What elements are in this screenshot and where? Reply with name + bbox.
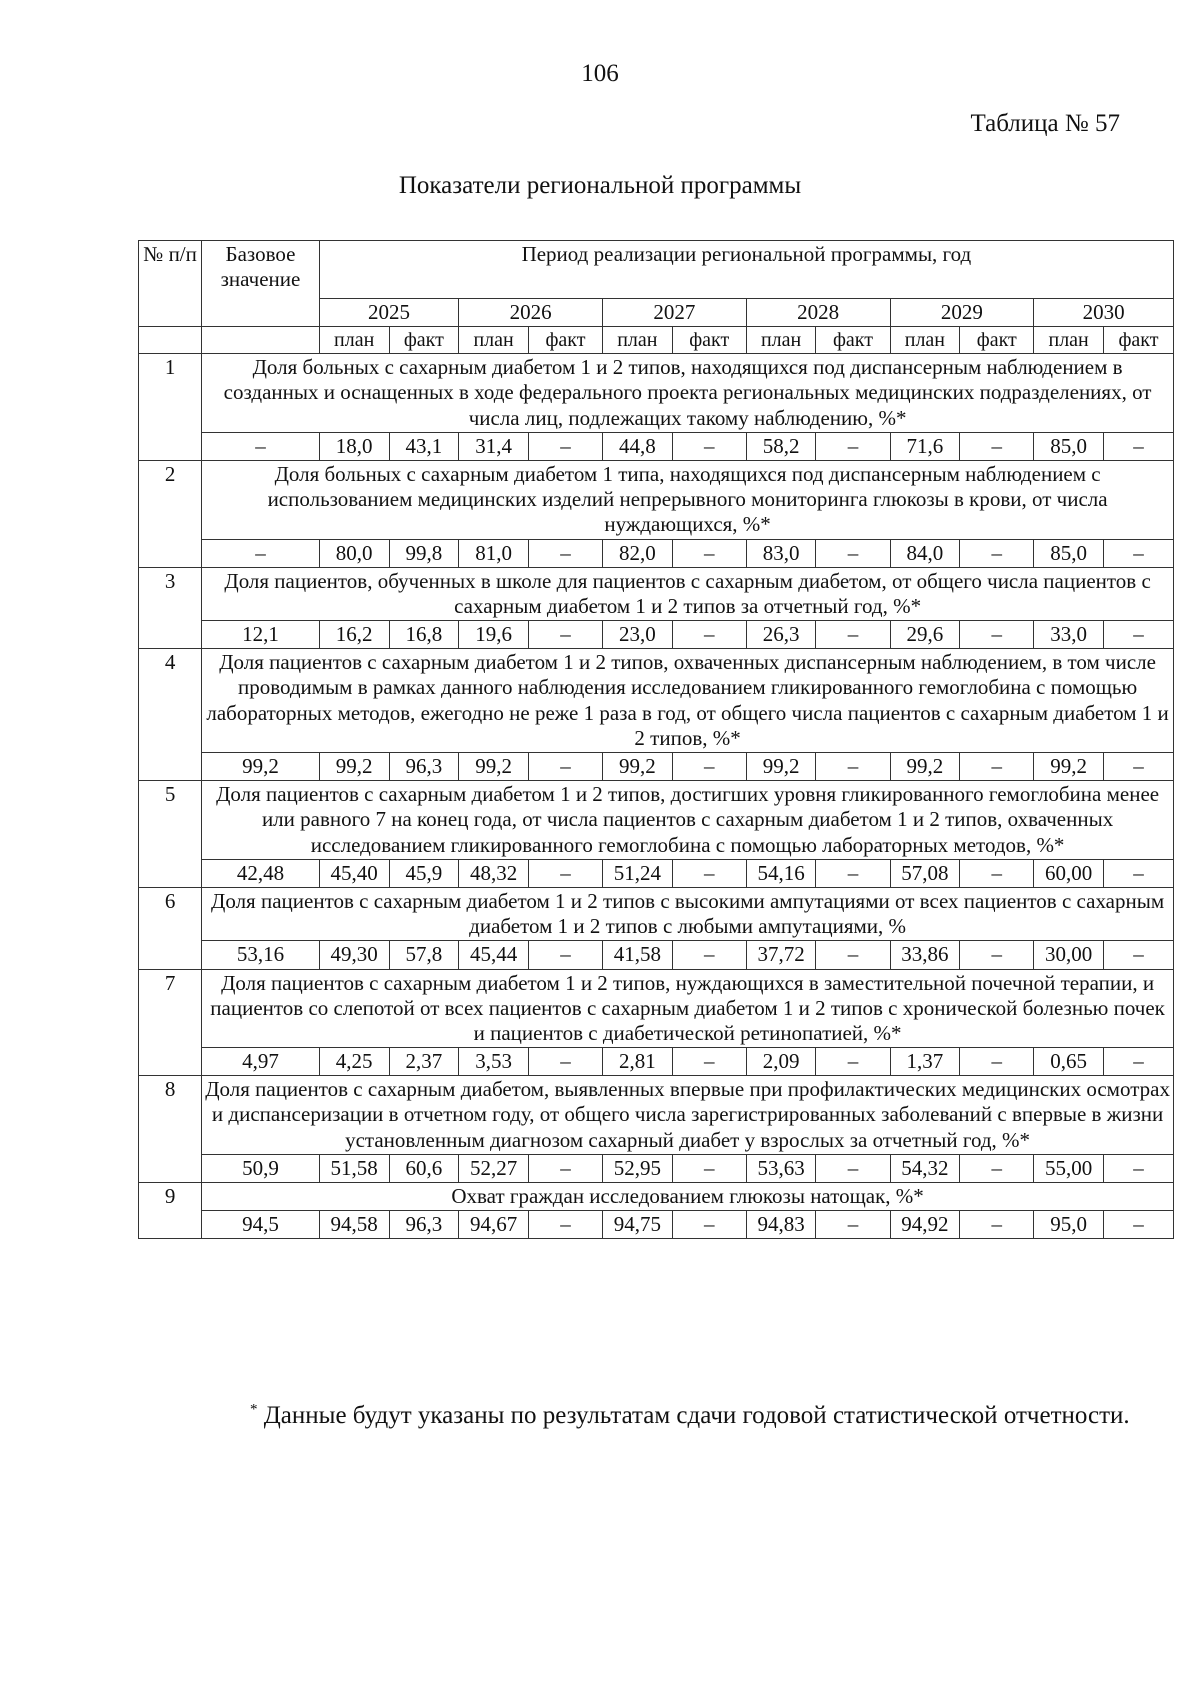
plan-value-cell: 71,6: [890, 432, 960, 460]
base-value-cell: 94,5: [202, 1211, 320, 1239]
page-number: 106: [581, 60, 619, 87]
header-plan: план: [890, 327, 960, 354]
indicator-number: 3: [139, 567, 202, 649]
fact-value-cell: –: [672, 1154, 746, 1182]
plan-value-cell: 82,0: [602, 539, 672, 567]
indicator-description: Доля пациентов с сахарным диабетом 1 и 2 типов с высокими ампутациями от всех пациентов с сахарным диабетом 1 и 2 типов с любыми ампутациями, %: [202, 887, 1174, 940]
plan-value-cell: 49,30: [319, 941, 389, 969]
fact-value-cell: –: [816, 753, 890, 781]
fact-value-cell: –: [816, 1048, 890, 1076]
fact-value-cell: –: [816, 432, 890, 460]
indicator-description: Охват граждан исследованием глюкозы натощак, %*: [202, 1183, 1174, 1211]
plan-value-cell: 57,08: [890, 859, 960, 887]
fact-value-cell: –: [1103, 621, 1173, 649]
table-label: Таблица № 57: [970, 110, 1120, 137]
header-period: Период реализации региональной программы, год: [319, 241, 1173, 299]
plan-value-cell: 94,58: [319, 1211, 389, 1239]
fact-value-cell: –: [528, 1154, 602, 1182]
indicators-table: [138, 240, 1174, 1239]
plan-value-cell: 2,09: [746, 1048, 816, 1076]
fact-value-cell: –: [960, 1211, 1034, 1239]
plan-value-cell: 99,2: [602, 753, 672, 781]
plan-value-cell: 44,8: [602, 432, 672, 460]
fact-value-cell: –: [960, 859, 1034, 887]
indicator-number: 6: [139, 887, 202, 969]
indicator-number: 1: [139, 354, 202, 461]
plan-value-cell: 94,83: [746, 1211, 816, 1239]
plan-value-cell: 26,3: [746, 621, 816, 649]
indicator-text-row: [139, 567, 1174, 620]
indicator-number: 5: [139, 781, 202, 888]
plan-value-cell: 53,63: [746, 1154, 816, 1182]
fact-value-cell: –: [816, 941, 890, 969]
fact-value-cell: –: [960, 1048, 1034, 1076]
plan-value-cell: 37,72: [746, 941, 816, 969]
plan-value-cell: 54,16: [746, 859, 816, 887]
fact-value-cell: –: [1103, 1211, 1173, 1239]
plan-value-cell: 80,0: [319, 539, 389, 567]
plan-value-cell: 55,00: [1034, 1154, 1104, 1182]
plan-value-cell: 33,0: [1034, 621, 1104, 649]
indicator-text-row: [139, 649, 1174, 753]
fact-value-cell: –: [528, 621, 602, 649]
indicator-values-row: [139, 1211, 1174, 1239]
fact-value-cell: 43,1: [389, 432, 459, 460]
base-value-cell: –: [202, 539, 320, 567]
indicator-values-row: [139, 1048, 1174, 1076]
header-year: 2030: [1034, 299, 1174, 327]
fact-value-cell: –: [816, 539, 890, 567]
document-title: Показатели региональной программы: [398, 172, 802, 199]
fact-value-cell: –: [672, 539, 746, 567]
plan-value-cell: 94,67: [459, 1211, 529, 1239]
fact-value-cell: –: [1103, 753, 1173, 781]
fact-value-cell: –: [672, 1211, 746, 1239]
fact-value-cell: –: [672, 1048, 746, 1076]
indicator-description: Доля больных с сахарным диабетом 1 и 2 типов, находящихся под диспансерным наблюдением в созданных и оснащенных в ходе федерального проекта региональных медицинских подразделениях, от числа лиц, подлежащих такому наблюдению, %*: [202, 354, 1174, 433]
fact-value-cell: 16,8: [389, 621, 459, 649]
plan-value-cell: 52,95: [602, 1154, 672, 1182]
plan-value-cell: 45,40: [319, 859, 389, 887]
header-base-value: Базовое значение: [202, 241, 320, 327]
plan-value-cell: 2,81: [602, 1048, 672, 1076]
header-year: 2026: [459, 299, 603, 327]
fact-value-cell: –: [1103, 1048, 1173, 1076]
header-spacer: [139, 327, 202, 354]
fact-value-cell: –: [528, 539, 602, 567]
fact-value-cell: –: [672, 753, 746, 781]
fact-value-cell: –: [528, 753, 602, 781]
fact-value-cell: –: [960, 621, 1034, 649]
plan-value-cell: 99,2: [746, 753, 816, 781]
header-fact: факт: [960, 327, 1034, 354]
header-fact: факт: [672, 327, 746, 354]
header-plan: план: [602, 327, 672, 354]
plan-value-cell: 1,37: [890, 1048, 960, 1076]
indicator-values-row: [139, 859, 1174, 887]
fact-value-cell: –: [528, 941, 602, 969]
base-value-cell: 53,16: [202, 941, 320, 969]
indicator-number: 8: [139, 1076, 202, 1183]
header-year: 2025: [319, 299, 458, 327]
plan-value-cell: 29,6: [890, 621, 960, 649]
base-value-cell: –: [202, 432, 320, 460]
indicator-values-row: [139, 1154, 1174, 1182]
indicator-values-row: [139, 941, 1174, 969]
fact-value-cell: –: [528, 432, 602, 460]
plan-value-cell: 81,0: [459, 539, 529, 567]
plan-value-cell: 51,58: [319, 1154, 389, 1182]
plan-value-cell: 99,2: [890, 753, 960, 781]
footnote: [175, 1398, 1135, 1434]
indicator-text-row: [139, 1183, 1174, 1211]
fact-value-cell: 99,8: [389, 539, 459, 567]
header-plan: план: [319, 327, 389, 354]
fact-value-cell: –: [672, 859, 746, 887]
fact-value-cell: –: [672, 432, 746, 460]
indicator-description: Доля пациентов с сахарным диабетом 1 и 2 типов, охваченных диспансерным наблюдением, в том числе проводимым в рамках данного наблюдения исследованием гликированного гемоглобина с помощью лабораторных методов, ежегодно не реже 1 раза в год, от общего числа пациентов с сахарным диабетом 1 и 2 типов, %*: [202, 649, 1174, 753]
fact-value-cell: –: [960, 1154, 1034, 1182]
plan-value-cell: 58,2: [746, 432, 816, 460]
plan-value-cell: 84,0: [890, 539, 960, 567]
fact-value-cell: 2,37: [389, 1048, 459, 1076]
header-number: № п/п: [139, 241, 202, 327]
base-value-cell: 12,1: [202, 621, 320, 649]
plan-value-cell: 19,6: [459, 621, 529, 649]
plan-value-cell: 60,00: [1034, 859, 1104, 887]
base-value-cell: 4,97: [202, 1048, 320, 1076]
plan-value-cell: 3,53: [459, 1048, 529, 1076]
footnote-mark: *: [250, 1401, 258, 1418]
plan-value-cell: 51,24: [602, 859, 672, 887]
indicator-text-row: [139, 354, 1174, 433]
plan-value-cell: 18,0: [319, 432, 389, 460]
fact-value-cell: –: [1103, 859, 1173, 887]
indicator-description: Доля пациентов с сахарным диабетом 1 и 2 типов, достигших уровня гликированного гемоглобина менее или равного 7 на конец года, от числа пациентов с сахарным диабетом 1 и 2 типов, охваченных исследованием гликированного гемоглобина с помощью лабораторных методов, %*: [202, 781, 1174, 860]
header-row-plan-fact: [139, 327, 1174, 354]
fact-value-cell: –: [960, 753, 1034, 781]
indicator-values-row: [139, 432, 1174, 460]
plan-value-cell: 4,25: [319, 1048, 389, 1076]
header-fact: факт: [816, 327, 890, 354]
indicator-number: 4: [139, 649, 202, 781]
header-plan: план: [746, 327, 816, 354]
fact-value-cell: –: [528, 1211, 602, 1239]
plan-value-cell: 83,0: [746, 539, 816, 567]
fact-value-cell: –: [672, 621, 746, 649]
plan-value-cell: 94,92: [890, 1211, 960, 1239]
plan-value-cell: 94,75: [602, 1211, 672, 1239]
indicator-values-row: [139, 539, 1174, 567]
fact-value-cell: –: [816, 1154, 890, 1182]
plan-value-cell: 85,0: [1034, 539, 1104, 567]
base-value-cell: 42,48: [202, 859, 320, 887]
indicator-number: 9: [139, 1183, 202, 1239]
indicator-body: [139, 354, 1174, 1239]
indicator-number: 7: [139, 969, 202, 1076]
plan-value-cell: 99,2: [1034, 753, 1104, 781]
fact-value-cell: 96,3: [389, 1211, 459, 1239]
fact-value-cell: –: [960, 432, 1034, 460]
header-fact: факт: [1103, 327, 1173, 354]
plan-value-cell: 23,0: [602, 621, 672, 649]
plan-value-cell: 54,32: [890, 1154, 960, 1182]
plan-value-cell: 30,00: [1034, 941, 1104, 969]
fact-value-cell: 45,9: [389, 859, 459, 887]
plan-value-cell: 95,0: [1034, 1211, 1104, 1239]
fact-value-cell: –: [528, 1048, 602, 1076]
indicator-description: Доля пациентов, обученных в школе для пациентов с сахарным диабетом, от общего числа пациентов с сахарным диабетом 1 и 2 типов за отчетный год, %*: [202, 567, 1174, 620]
indicator-values-row: [139, 621, 1174, 649]
base-value-cell: 50,9: [202, 1154, 320, 1182]
fact-value-cell: –: [1103, 1154, 1173, 1182]
fact-value-cell: 96,3: [389, 753, 459, 781]
footnote-text: Данные будут указаны по результатам сдачи годовой статистической отчетности.: [263, 1402, 1130, 1429]
header-year: 2028: [746, 299, 890, 327]
fact-value-cell: –: [672, 941, 746, 969]
indicator-text-row: [139, 1076, 1174, 1155]
plan-value-cell: 52,27: [459, 1154, 529, 1182]
fact-value-cell: –: [816, 1211, 890, 1239]
fact-value-cell: –: [816, 859, 890, 887]
plan-value-cell: 99,2: [459, 753, 529, 781]
indicator-values-row: [139, 753, 1174, 781]
fact-value-cell: –: [1103, 539, 1173, 567]
fact-value-cell: 57,8: [389, 941, 459, 969]
fact-value-cell: –: [1103, 432, 1173, 460]
indicator-text-row: [139, 460, 1174, 539]
header-year: 2027: [602, 299, 746, 327]
plan-value-cell: 45,44: [459, 941, 529, 969]
indicator-description: Доля больных с сахарным диабетом 1 типа, находящихся под диспансерным наблюдением с использованием медицинских изделий непрерывного мониторинга глюкозы в крови, от числа нуждающихся, %*: [202, 460, 1174, 539]
indicator-text-row: [139, 887, 1174, 940]
indicator-number: 2: [139, 460, 202, 567]
header-row-period: [139, 241, 1174, 299]
header-fact: факт: [528, 327, 602, 354]
plan-value-cell: 41,58: [602, 941, 672, 969]
plan-value-cell: 16,2: [319, 621, 389, 649]
header-plan: план: [459, 327, 529, 354]
indicator-description: Доля пациентов с сахарным диабетом 1 и 2 типов, нуждающихся в заместительной почечной терапии, и пациентов со слепотой от всех пациентов с сахарным диабетом 1 и 2 типов с хронической болезнью почек и пациентов с диабетической ретинопатией, %*: [202, 969, 1174, 1048]
plan-value-cell: 48,32: [459, 859, 529, 887]
indicator-text-row: [139, 969, 1174, 1048]
plan-value-cell: 31,4: [459, 432, 529, 460]
header-spacer: [202, 327, 320, 354]
fact-value-cell: –: [1103, 941, 1173, 969]
plan-value-cell: 85,0: [1034, 432, 1104, 460]
plan-value-cell: 99,2: [319, 753, 389, 781]
indicator-description: Доля пациентов с сахарным диабетом, выявленных впервые при профилактических медицинских осмотрах и диспансеризации в отчетном году, от общего числа зарегистрированных заболеваний с впервые в жизни установленным диагнозом сахарный диабет у взрослых за отчетный год, %*: [202, 1076, 1174, 1155]
indicator-text-row: [139, 781, 1174, 860]
plan-value-cell: 33,86: [890, 941, 960, 969]
plan-value-cell: 0,65: [1034, 1048, 1104, 1076]
fact-value-cell: 60,6: [389, 1154, 459, 1182]
fact-value-cell: –: [816, 621, 890, 649]
base-value-cell: 99,2: [202, 753, 320, 781]
fact-value-cell: –: [960, 941, 1034, 969]
fact-value-cell: –: [528, 859, 602, 887]
fact-value-cell: –: [960, 539, 1034, 567]
header-plan: план: [1034, 327, 1104, 354]
header-year: 2029: [890, 299, 1034, 327]
header-fact: факт: [389, 327, 459, 354]
